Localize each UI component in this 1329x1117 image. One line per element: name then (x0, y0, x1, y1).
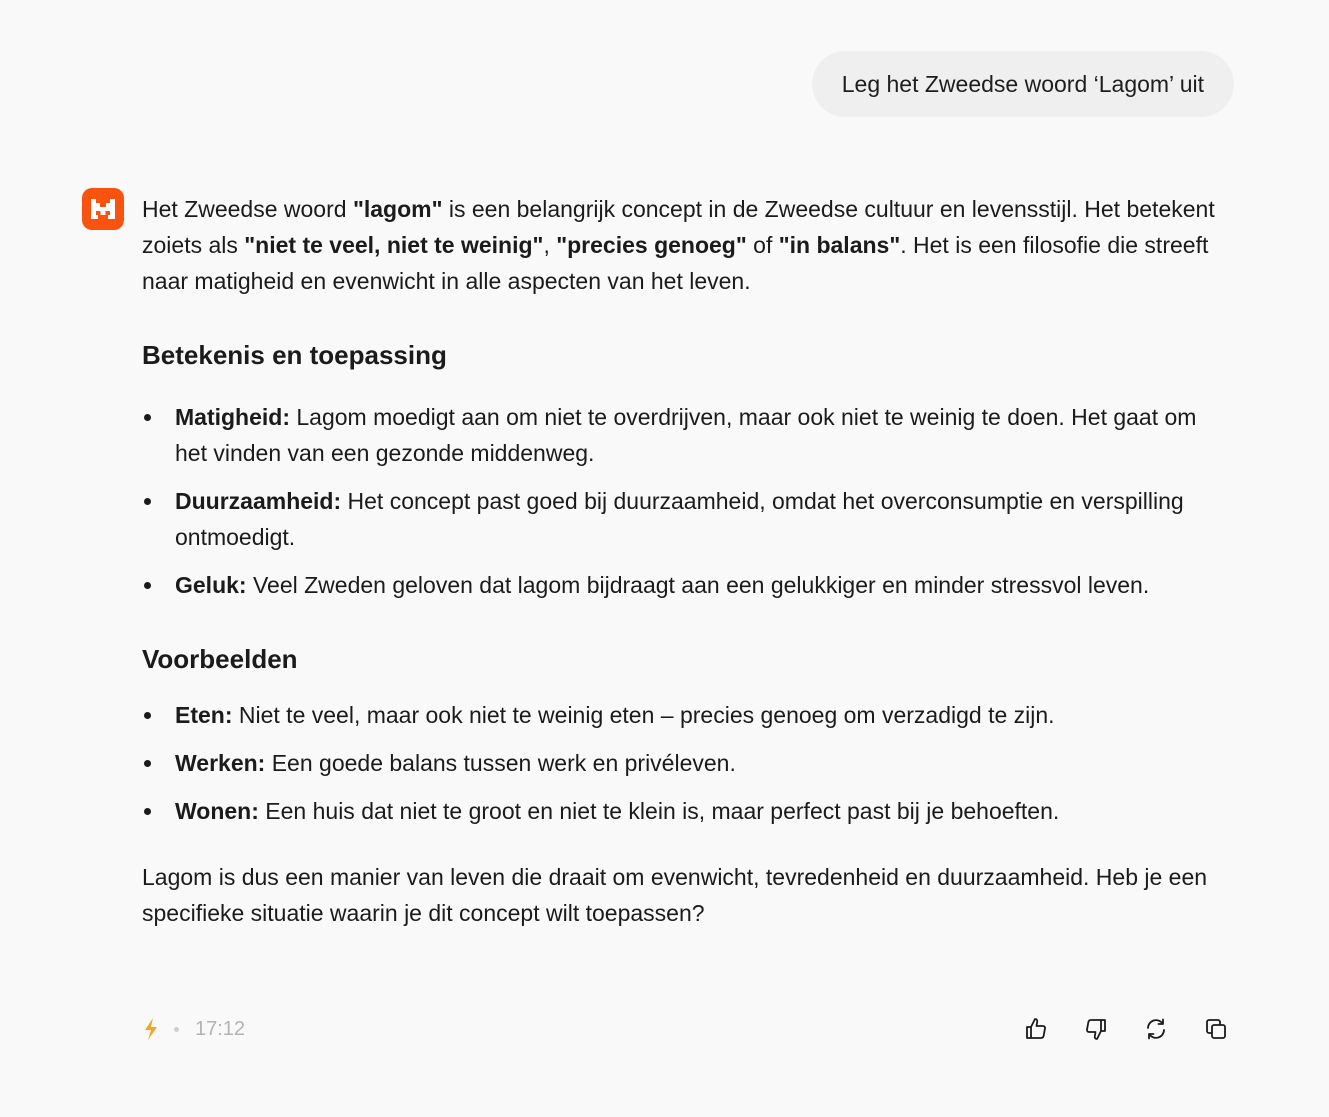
list-item (142, 483, 1222, 555)
list-item (142, 567, 1222, 603)
list-item-label: Werken: (175, 750, 266, 776)
thumbs-down-button[interactable] (1083, 1012, 1109, 1046)
answer-closing: Lagom is dus een manier van leven die draait om evenwicht, tevredenheid en duurzaamheid. Heb je een specifieke situatie waarin je dit concept wilt toepassen? (142, 864, 1208, 926)
message-meta (142, 1014, 245, 1044)
list-item (142, 697, 1222, 733)
user-message-bubble (812, 51, 1234, 117)
list-item-label: Eten: (175, 702, 233, 728)
intro-bold: "precies genoeg" (556, 232, 747, 258)
intro-text: , (543, 232, 557, 258)
list-item-text: Een huis dat niet te groot en niet te klein is, maar perfect past bij je behoeften. (258, 798, 1060, 824)
list-item-label: Duurzaamheid: (175, 488, 342, 514)
list-item (142, 399, 1222, 471)
separator-dot (174, 1027, 179, 1032)
thumbs-up-button[interactable] (1023, 1012, 1049, 1046)
list-item-text: Niet te veel, maar ook niet te weinig eten – precies genoeg om verzadigd te zijn. (232, 702, 1055, 728)
list-item-text: Een goede balans tussen werk en privéleven. (265, 750, 736, 776)
thumbs-up-icon (1024, 1017, 1048, 1041)
intro-bold: "in balans" (778, 232, 901, 258)
list-item-label: Matigheid: (175, 404, 290, 430)
thumbs-down-icon (1084, 1017, 1108, 1041)
list-item-text: Veel Zweden geloven dat lagom bijdraagt aan een gelukkiger en minder stressvol leven. (246, 572, 1150, 598)
assistant-message (142, 191, 1222, 931)
regenerate-button[interactable] (1143, 1012, 1169, 1046)
message-actions (1023, 1012, 1229, 1046)
flash-answer-icon (142, 1017, 160, 1041)
mistral-logo-icon (91, 199, 115, 219)
list-item (142, 745, 1222, 781)
section1-list (142, 399, 1222, 603)
list-item (142, 793, 1222, 829)
section2-list (142, 697, 1222, 829)
message-timestamp: 17:12 (195, 1017, 246, 1040)
list-item-label: Geluk: (175, 572, 247, 598)
list-item-text: Lagom moedigt aan om niet te overdrijven, maar ook niet te weinig te doen. Het gaat om het vinden van een gezonde middenweg. (175, 404, 1197, 466)
regenerate-icon (1144, 1017, 1168, 1041)
section-heading-betekenis: Betekenis en toepassing (142, 340, 447, 370)
intro-text: . Het is een filosofie die streeft naar matigheid en evenwicht in alle aspecten van het leven. (142, 232, 1209, 294)
intro-text: is een belangrijk concept in de Zweedse cultuur en levensstijl. Het betekent zoiets als (142, 196, 1215, 258)
intro-text: of (746, 232, 779, 258)
answer-intro (142, 191, 1222, 299)
intro-bold: "lagom" (352, 196, 443, 222)
assistant-avatar (82, 188, 124, 230)
list-item-text: Het concept past goed bij duurzaamheid, omdat het overconsumptie en verspilling ontmoedigt. (175, 488, 1184, 550)
user-message-text: Leg het Zweedse woord ‘Lagom’ uit (841, 70, 1204, 97)
copy-icon (1204, 1017, 1228, 1041)
intro-text: Het Zweedse woord (142, 196, 353, 222)
copy-button[interactable] (1203, 1012, 1229, 1046)
section-heading-voorbeelden: Voorbeelden (142, 644, 298, 674)
intro-bold: "niet te veel, niet te weinig" (244, 232, 544, 258)
list-item-label: Wonen: (175, 798, 259, 824)
